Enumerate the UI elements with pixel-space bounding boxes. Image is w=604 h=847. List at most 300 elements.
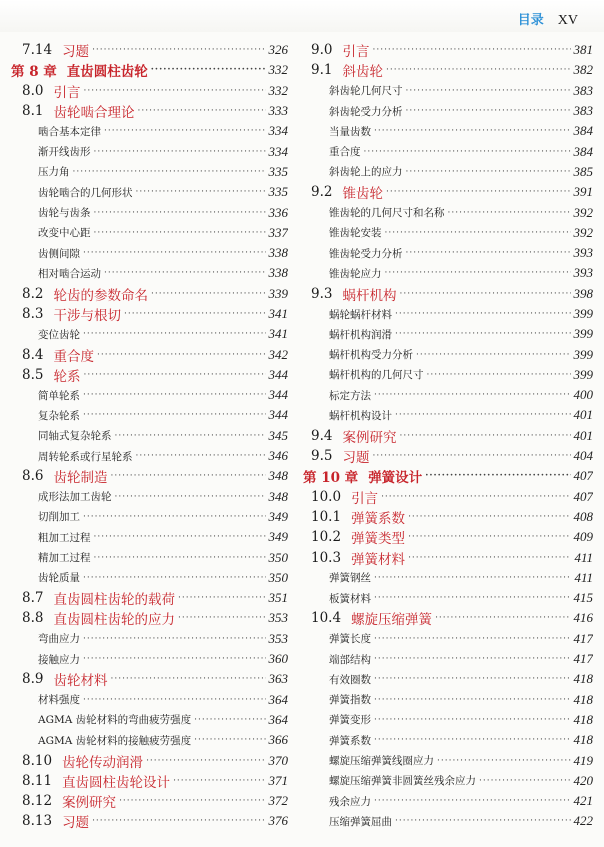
toc-subsection-entry[interactable] <box>8 487 288 507</box>
toc-entry-title: 变位齿轮 <box>38 328 80 341</box>
toc-subsection-entry[interactable] <box>8 649 288 669</box>
toc-section-entry[interactable] <box>8 101 288 121</box>
toc-entry-title: 锥齿轮的几何尺寸和名称 <box>329 207 445 220</box>
toc-entry-page: 399 <box>573 366 593 382</box>
toc-entry-page: 417 <box>573 651 593 667</box>
toc-entry-title: 弹簧材料 <box>351 551 406 568</box>
dot-leader <box>151 289 266 299</box>
toc-entry-number: 第 10 章 <box>303 470 359 487</box>
dot-leader <box>110 471 265 481</box>
toc-section-entry[interactable] <box>303 446 593 466</box>
toc-entry-page: 384 <box>573 123 593 139</box>
toc-entry-number: 7.14 <box>22 42 53 59</box>
toc-entry-page: 342 <box>268 346 288 362</box>
toc-entry-page: 400 <box>573 387 593 403</box>
dot-leader <box>83 370 265 380</box>
toc-entry-title: 习题 <box>342 450 370 467</box>
dot-leader <box>115 492 266 502</box>
toc-column-left <box>8 40 288 832</box>
dot-leader <box>386 65 571 75</box>
toc-entry-page: 335 <box>268 184 288 200</box>
toc-entry-title: 压缩弹簧屈曲 <box>329 815 392 828</box>
dot-leader <box>374 674 571 684</box>
dot-leader <box>83 654 266 664</box>
toc-section-entry[interactable] <box>303 426 593 446</box>
dot-leader <box>83 512 266 522</box>
toc-entry-page: 418 <box>573 732 593 748</box>
toc-entry-number: 10.2 <box>311 529 342 546</box>
toc-entry-number: 8.3 <box>22 306 44 322</box>
toc-section-entry[interactable] <box>8 811 288 831</box>
toc-entry-title: 残余应力 <box>329 795 371 808</box>
toc-subsection-entry[interactable] <box>303 81 593 101</box>
toc-subsection-entry[interactable] <box>8 263 288 283</box>
toc-entry-page: 383 <box>573 103 593 119</box>
toc-entry-title: 斜齿轮 <box>342 64 383 81</box>
toc-entry-page: 360 <box>268 651 288 667</box>
dot-leader <box>104 268 266 278</box>
dot-leader <box>425 471 570 481</box>
dot-leader <box>374 735 571 745</box>
toc-subsection-entry[interactable] <box>303 771 593 791</box>
toc-entry-title: 粗加工过程 <box>38 531 91 544</box>
toc-entry-page: 383 <box>573 82 593 98</box>
toc-entry-page: 338 <box>268 245 288 261</box>
toc-entry-page: 344 <box>268 387 288 403</box>
dot-leader <box>173 776 265 786</box>
toc-entry-number: 9.2 <box>311 184 333 201</box>
dot-leader <box>385 268 571 278</box>
dot-leader <box>136 187 266 197</box>
toc-entry-page: 418 <box>573 691 593 707</box>
dot-leader <box>83 634 266 644</box>
toc-entry-title: AGMA 齿轮材料的接触疲劳强度 <box>38 734 192 747</box>
toc-section-entry[interactable] <box>8 284 288 304</box>
toc-subsection-entry[interactable] <box>303 385 593 405</box>
toc-subsection-entry[interactable] <box>8 405 288 425</box>
toc-entry-title: 齿轮材料 <box>53 673 108 690</box>
toc-chapter-entry[interactable] <box>303 466 593 486</box>
toc-subsection-entry[interactable] <box>303 629 593 649</box>
dot-leader <box>408 532 570 542</box>
dot-leader <box>374 715 571 725</box>
toc-entry-number: 9.0 <box>311 42 333 59</box>
toc-entry-title: 渐开线齿形 <box>38 146 91 159</box>
toc-subsection-entry[interactable] <box>8 243 288 263</box>
toc-entry-page: 411 <box>574 549 593 565</box>
toc-section-entry[interactable] <box>8 304 288 324</box>
toc-section-entry[interactable] <box>8 588 288 608</box>
toc-subsection-entry[interactable] <box>8 507 288 527</box>
toc-section-entry[interactable] <box>303 547 593 567</box>
toc-entry-number: 10.0 <box>311 488 342 505</box>
dot-leader <box>83 329 266 339</box>
toc-entry-title: 蜗杆机构受力分析 <box>329 349 413 362</box>
dot-leader <box>399 289 570 299</box>
toc-entry-title: 蜗轮蜗杆材料 <box>329 308 392 321</box>
dot-leader <box>395 329 571 339</box>
dot-leader <box>386 187 571 197</box>
toc-section-entry[interactable] <box>303 527 593 547</box>
toc-entry-page: 353 <box>268 630 288 646</box>
toc-entry-page: 333 <box>268 103 288 119</box>
toc-entry-page: 338 <box>268 265 288 281</box>
toc-entry-page: 348 <box>268 468 288 484</box>
page-header <box>518 9 578 29</box>
toc-entry-page: 370 <box>268 752 288 768</box>
toc-entry-title: 引言 <box>351 490 379 507</box>
toc-entry-page: 332 <box>268 82 288 98</box>
dot-leader <box>83 410 266 420</box>
toc-subsection-entry[interactable] <box>303 324 593 344</box>
toc-entry-title: 有效圈数 <box>329 673 371 686</box>
toc-entry-title: 锥齿轮受力分析 <box>329 247 403 260</box>
dot-leader <box>435 613 570 623</box>
toc-subsection-entry[interactable] <box>8 141 288 161</box>
dot-leader <box>92 45 265 55</box>
toc-entry-title: 端部结构 <box>329 653 371 666</box>
dot-leader <box>115 431 266 441</box>
toc-entry-page: 399 <box>573 326 593 342</box>
toc-subsection-entry[interactable] <box>303 223 593 243</box>
toc-subsection-entry[interactable] <box>8 385 288 405</box>
toc-column-right <box>303 40 593 832</box>
dot-leader <box>178 593 266 603</box>
toc-entry-title: 成形法加工齿轮 <box>38 491 112 504</box>
toc-subsection-entry[interactable] <box>303 690 593 710</box>
toc-entry-title: 锥齿轮应力 <box>329 267 382 280</box>
toc-section-entry[interactable] <box>8 669 288 689</box>
toc-subsection-entry[interactable] <box>303 649 593 669</box>
toc-subsection-entry[interactable] <box>8 730 288 750</box>
toc-entry-number: 8.7 <box>22 590 44 607</box>
dot-leader <box>364 147 571 157</box>
toc-entry-title: 压力角 <box>38 166 70 179</box>
toc-entry-title: 改变中心距 <box>38 227 91 240</box>
dot-leader <box>448 208 571 218</box>
toc-entry-title: 干涉与根切 <box>53 308 121 324</box>
toc-entry-title: 齿侧间隙 <box>38 247 80 260</box>
dot-leader <box>94 532 266 542</box>
dot-leader <box>94 553 266 563</box>
toc-subsection-entry[interactable] <box>303 304 593 324</box>
dot-leader <box>385 228 571 238</box>
toc-entry-number: 9.4 <box>311 427 333 444</box>
toc-entry-page: 422 <box>573 813 593 829</box>
dot-leader <box>406 167 571 177</box>
toc-entry-title: 接触应力 <box>38 653 80 666</box>
dot-leader <box>178 613 266 623</box>
toc-subsection-entry[interactable] <box>303 141 593 161</box>
toc-entry-title: 弹簧设计 <box>368 470 423 487</box>
toc-section-entry[interactable] <box>8 81 288 101</box>
dot-leader <box>437 756 571 766</box>
dot-leader <box>416 350 571 360</box>
toc-entry-title: 锥齿轮 <box>342 186 383 203</box>
dot-leader <box>151 65 266 75</box>
toc-entry-title: 简单轮系 <box>38 389 80 402</box>
dot-leader <box>83 573 266 583</box>
toc-entry-title: 锥齿轮安装 <box>329 227 382 240</box>
toc-subsection-entry[interactable] <box>303 791 593 811</box>
toc-entry-number: 8.9 <box>22 671 44 688</box>
toc-entry-page: 401 <box>573 407 593 423</box>
toc-section-entry[interactable] <box>8 466 288 486</box>
toc-section-entry[interactable] <box>8 791 288 811</box>
toc-entry-title: 齿轮制造 <box>53 470 108 487</box>
toc-entry-page: 334 <box>268 143 288 159</box>
dot-leader <box>136 451 266 461</box>
toc-entry-title: 蜗杆机构设计 <box>329 409 392 422</box>
dot-leader <box>83 390 266 400</box>
toc-subsection-entry[interactable] <box>8 324 288 344</box>
toc-section-entry[interactable] <box>8 750 288 770</box>
toc-subsection-entry[interactable] <box>303 243 593 263</box>
toc-entry-page: 404 <box>573 448 593 464</box>
dot-leader <box>104 126 266 136</box>
toc-entry-page: 421 <box>573 793 593 809</box>
toc-entry-title: 蜗杆机构 <box>342 287 397 304</box>
toc-entry-page: 350 <box>268 549 288 565</box>
toc-subsection-entry[interactable] <box>8 202 288 222</box>
dot-leader <box>73 167 266 177</box>
toc-subsection-entry[interactable] <box>8 162 288 182</box>
dot-leader <box>146 756 265 766</box>
toc-section-entry[interactable] <box>303 284 593 304</box>
dot-leader <box>399 431 570 441</box>
toc-section-entry[interactable] <box>8 365 288 385</box>
toc-entry-page: 407 <box>573 488 593 504</box>
toc-entry-page: 346 <box>268 448 288 464</box>
toc-subsection-entry[interactable] <box>303 202 593 222</box>
dot-leader <box>83 695 266 705</box>
toc-entry-page: 348 <box>268 488 288 504</box>
dot-leader <box>374 390 571 400</box>
toc-entry-page: 381 <box>573 42 593 58</box>
dot-leader <box>97 350 266 360</box>
toc-entry-title: 直齿圆柱齿轮的载荷 <box>53 592 175 609</box>
toc-entry-title: 弹簧类型 <box>351 531 406 548</box>
toc-entry-number: 10.4 <box>311 610 342 627</box>
toc-subsection-entry[interactable] <box>8 426 288 446</box>
dot-leader <box>92 816 265 826</box>
toc-entry-number: 8.8 <box>22 610 44 627</box>
dot-leader <box>374 654 571 664</box>
toc-entry-title: 螺旋压缩弹簧 <box>351 612 433 629</box>
toc-entry-title: 蜗杆机构润滑 <box>329 328 392 341</box>
toc-subsection-entry[interactable] <box>303 263 593 283</box>
toc-entry-title: 相对啮合运动 <box>38 267 101 280</box>
toc-section-entry[interactable] <box>303 487 593 507</box>
toc-entry-page: 393 <box>573 265 593 281</box>
toc-subsection-entry[interactable] <box>8 547 288 567</box>
dot-leader <box>372 451 570 461</box>
toc-entry-title: 案例研究 <box>342 429 397 446</box>
dot-leader <box>374 593 571 603</box>
toc-entry-number: 8.5 <box>22 366 44 383</box>
toc-entry-page: 420 <box>573 772 593 788</box>
toc-subsection-entry[interactable] <box>303 568 593 588</box>
toc-entry-page: 345 <box>268 427 288 443</box>
toc-entry-title: 螺旋压缩弹簧线圈应力 <box>329 755 434 768</box>
toc-subsection-entry[interactable] <box>8 629 288 649</box>
toc-entry-page: 372 <box>268 793 288 809</box>
toc-subsection-entry[interactable] <box>8 182 288 202</box>
toc-entry-page: 351 <box>268 590 288 606</box>
page-number: XV <box>557 13 578 28</box>
toc-entry-title: 习题 <box>62 815 90 832</box>
toc-entry-page: 341 <box>268 326 288 342</box>
dot-leader <box>395 309 571 319</box>
toc-entry-title: 轮齿的参数命名 <box>53 287 148 304</box>
toc-entry-title: 复杂轮系 <box>38 409 80 422</box>
toc-section-entry[interactable] <box>303 182 593 202</box>
toc-entry-page: 371 <box>268 772 288 788</box>
toc-subsection-entry[interactable] <box>8 690 288 710</box>
toc-entry-title: 斜齿轮几何尺寸 <box>329 85 403 98</box>
toc-entry-number: 9.1 <box>311 62 333 79</box>
toc-subsection-entry[interactable] <box>303 588 593 608</box>
toc-section-entry[interactable] <box>303 60 593 80</box>
toc-entry-page: 382 <box>573 62 593 78</box>
toc-entry-page: 407 <box>573 468 593 484</box>
toc-subsection-entry[interactable] <box>303 710 593 730</box>
toc-subsection-entry[interactable] <box>8 710 288 730</box>
toc-subsection-entry[interactable] <box>303 365 593 385</box>
toc-header-label: 目录 <box>517 13 544 28</box>
dot-leader <box>408 512 570 522</box>
toc-chapter-entry[interactable] <box>8 60 288 80</box>
toc-entry-title: 齿轮啮合的几何形状 <box>38 186 133 199</box>
toc-entry-title: 材料强度 <box>38 694 80 707</box>
toc-subsection-entry[interactable] <box>8 446 288 466</box>
toc-entry-title: 引言 <box>53 84 81 101</box>
toc-entry-title: 弹簧钢丝 <box>329 572 371 585</box>
toc-subsection-entry[interactable] <box>8 121 288 141</box>
toc-section-entry[interactable] <box>8 608 288 628</box>
toc-entry-page: 364 <box>268 691 288 707</box>
toc-entry-title: 蜗杆机构的几何尺寸 <box>329 369 424 382</box>
toc-entry-title: 切削加工 <box>38 511 80 524</box>
toc-entry-title: 弯曲应力 <box>38 633 80 646</box>
toc-entry-title: 直齿圆柱齿轮的应力 <box>53 612 175 629</box>
dot-leader <box>124 309 266 319</box>
toc-entry-number: 8.0 <box>22 82 44 99</box>
page-header-bar <box>0 0 604 32</box>
toc-entry-title: 直齿圆柱齿轮 <box>66 64 148 81</box>
toc-entry-page: 363 <box>268 671 288 687</box>
dot-leader <box>479 776 571 786</box>
dot-leader <box>406 86 571 96</box>
toc-entry-number: 8.13 <box>22 813 53 830</box>
toc-entry-title: 弹簧变形 <box>329 714 371 727</box>
dot-leader <box>381 492 570 502</box>
dot-leader <box>374 573 571 583</box>
toc-entry-page: 353 <box>268 610 288 626</box>
dot-leader <box>83 248 266 258</box>
dot-leader <box>406 248 571 258</box>
toc-subsection-entry[interactable] <box>303 121 593 141</box>
toc-entry-page: 419 <box>573 752 593 768</box>
toc-subsection-entry[interactable] <box>303 101 593 121</box>
toc-entry-page: 339 <box>268 285 288 301</box>
toc-subsection-entry[interactable] <box>303 344 593 364</box>
toc-entry-title: 同轴式复杂轮系 <box>38 430 112 443</box>
dot-leader <box>94 208 266 218</box>
toc-entry-page: 393 <box>573 245 593 261</box>
toc-subsection-entry[interactable] <box>303 750 593 770</box>
toc-entry-number: 8.12 <box>22 793 53 810</box>
toc-entry-title: 重合度 <box>329 146 361 159</box>
toc-section-entry[interactable] <box>8 771 288 791</box>
toc-entry-number: 8.10 <box>22 752 53 769</box>
toc-entry-page: 384 <box>573 143 593 159</box>
toc-subsection-entry[interactable] <box>8 568 288 588</box>
toc-entry-title: 螺旋压缩弹簧非圆簧丝残余应力 <box>329 775 476 788</box>
toc-entry-title: 轮系 <box>53 368 81 385</box>
dot-leader <box>408 553 571 563</box>
toc-entry-page: 401 <box>573 427 593 443</box>
toc-entry-title: 啮合基本定律 <box>38 125 101 138</box>
toc-entry-title: 标定方法 <box>329 389 371 402</box>
toc-entry-page: 334 <box>268 123 288 139</box>
toc-entry-page: 391 <box>573 184 593 200</box>
toc-section-entry[interactable] <box>303 608 593 628</box>
toc-subsection-entry[interactable] <box>8 223 288 243</box>
toc-subsection-entry[interactable] <box>303 669 593 689</box>
toc-entry-title: 齿轮与齿条 <box>38 207 91 220</box>
toc-entry-page: 385 <box>573 163 593 179</box>
toc-section-entry[interactable] <box>303 40 593 60</box>
dot-leader <box>372 45 570 55</box>
toc-entry-number: 10.3 <box>311 549 342 566</box>
toc-entry-title: 当量齿数 <box>329 125 371 138</box>
toc-entry-page: 326 <box>268 42 288 58</box>
dot-leader <box>194 735 265 745</box>
toc-subsection-entry[interactable] <box>303 811 593 831</box>
toc-entry-title: 斜齿轮上的应力 <box>329 166 403 179</box>
dot-leader <box>374 634 571 644</box>
toc-entry-number: 8.11 <box>22 772 53 789</box>
toc-entry-page: 376 <box>268 813 288 829</box>
dot-leader <box>406 106 571 116</box>
toc-entry-page: 392 <box>573 224 593 240</box>
dot-leader <box>194 715 265 725</box>
dot-leader <box>374 796 571 806</box>
toc-subsection-entry[interactable] <box>8 527 288 547</box>
toc-subsection-entry[interactable] <box>303 162 593 182</box>
dot-leader <box>395 816 571 826</box>
toc-entry-page: 344 <box>268 407 288 423</box>
toc-subsection-entry[interactable] <box>303 730 593 750</box>
toc-entry-page: 332 <box>268 62 288 78</box>
toc-subsection-entry[interactable] <box>303 405 593 425</box>
toc-section-entry[interactable] <box>303 507 593 527</box>
toc-entry-page: 337 <box>268 224 288 240</box>
toc-section-entry[interactable] <box>8 344 288 364</box>
toc-entry-number: 第 8 章 <box>11 64 57 81</box>
dot-leader <box>110 674 265 684</box>
dot-leader <box>374 695 571 705</box>
toc-entry-title: 板簧材料 <box>329 592 371 605</box>
toc-entry-title: 斜齿轮受力分析 <box>329 105 403 118</box>
toc-section-entry[interactable] <box>8 40 288 60</box>
toc-entry-page: 418 <box>573 671 593 687</box>
toc-entry-page: 415 <box>573 590 593 606</box>
toc-entry-number: 8.6 <box>22 468 44 485</box>
toc-entry-page: 364 <box>268 711 288 727</box>
toc-entry-title: 弹簧长度 <box>329 633 371 646</box>
